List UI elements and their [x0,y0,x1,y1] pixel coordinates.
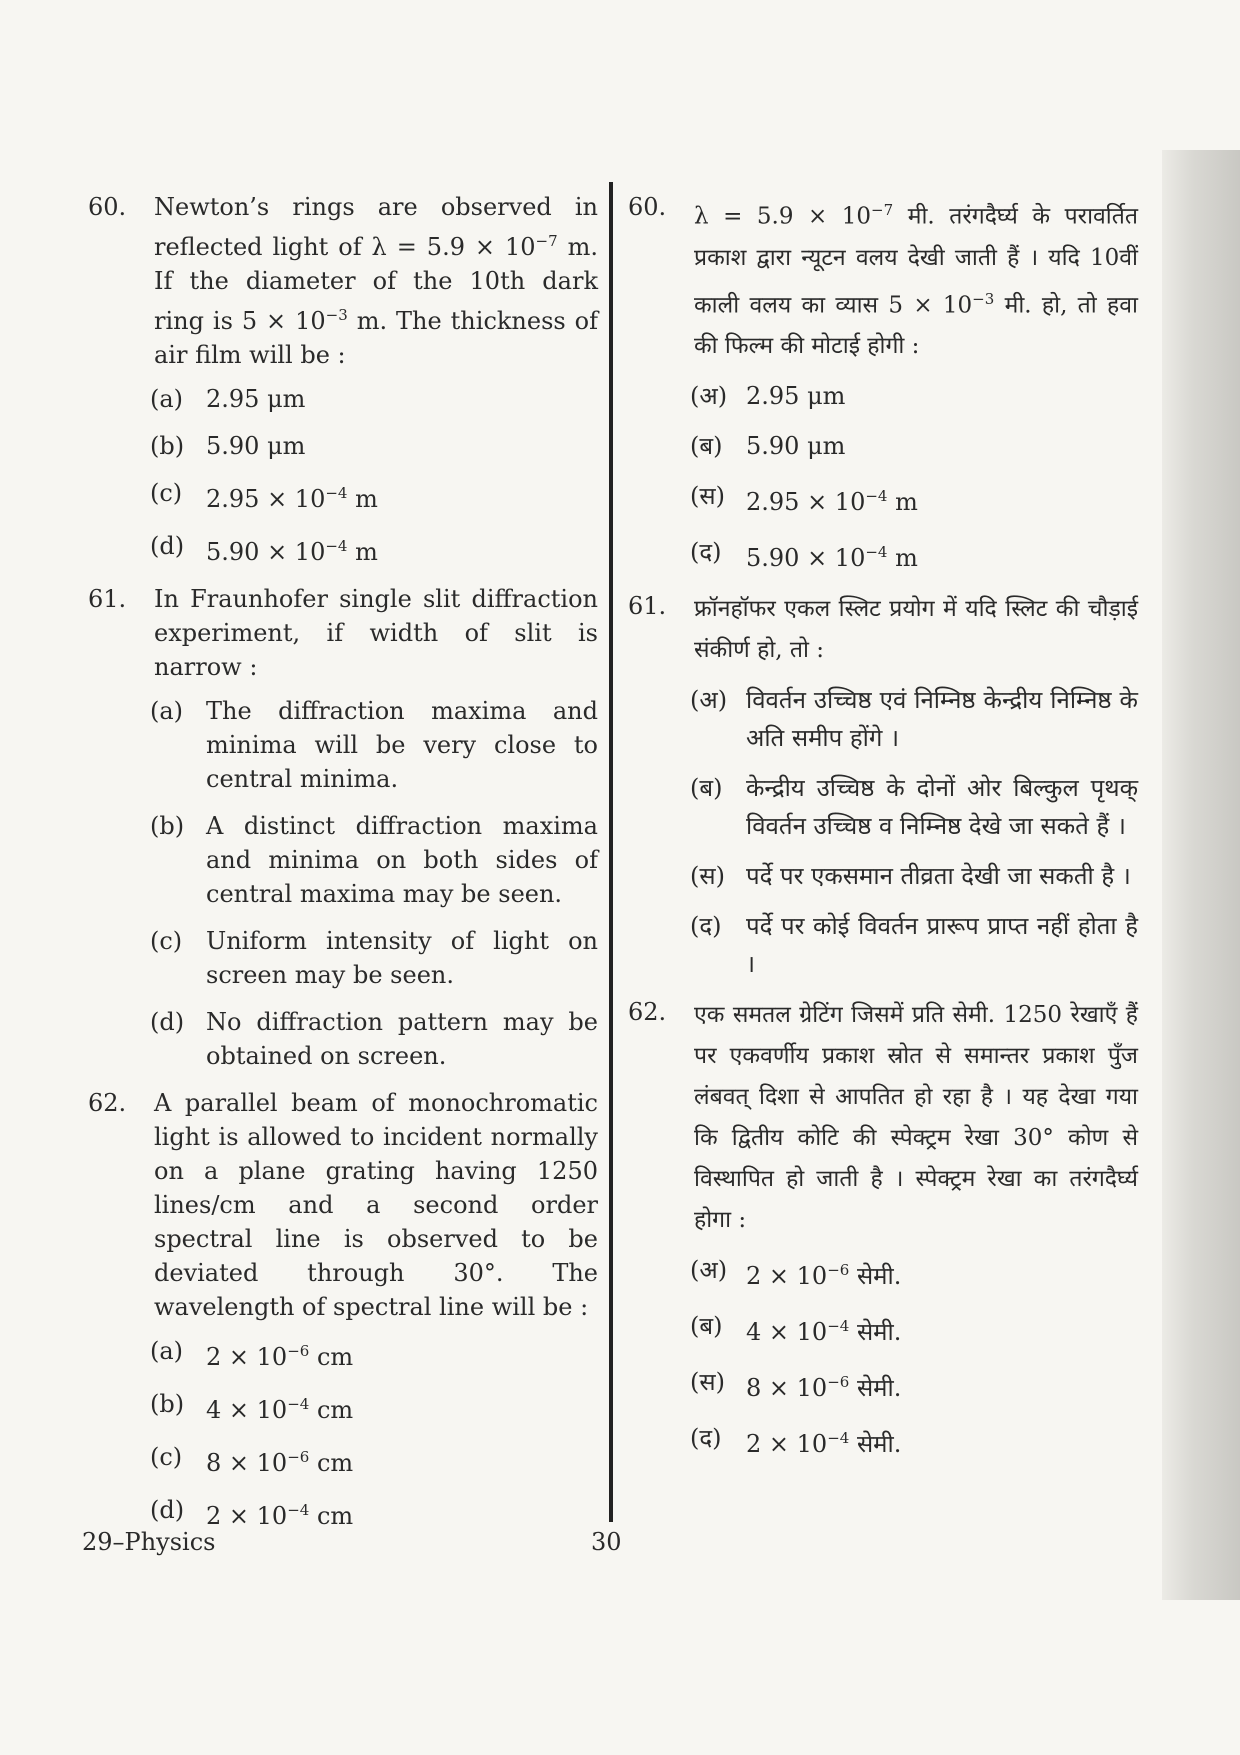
subject-code: 29–Physics [82,1528,216,1556]
option-a: (अ) 2.95 μm [690,382,846,411]
page-number: 30 [591,1528,622,1556]
option-b: (b) A distinct diffraction maxima and minima on both sides of central maxima may be seen. [150,812,598,908]
option-d: (d) No diffraction pattern may be obtained on screen. [150,1008,598,1070]
options-list [690,681,1138,983]
option-c: (c) $8 \times 10^{-6}$ cm [150,1443,354,1477]
left-column-english [88,190,598,1546]
option-a: (a) $2 \times 10^{-6}$ cm [150,1337,354,1371]
option-c: (c) Uniform intensity of light on screen may be seen. [150,927,598,989]
options-list [150,382,598,569]
options-list [690,1251,1138,1463]
options-list [690,377,1138,577]
option-d: (द) $2 \times 10^{-4}$ सेमी. [690,1424,902,1459]
option-c: (स) $8 \times 10^{-6}$ सेमी. [690,1368,902,1403]
option-c: (स) $2.95 \times 10^{-4}$ m [690,482,918,517]
question-62-hindi [628,995,1138,1463]
question-number: 62. [88,1089,127,1117]
option-a: (अ) विवर्तन उच्चिष्ठ एवं निम्निष्ठ केन्द्रीय निम्निष्ठ के अति समीप होंगे । [690,686,1138,753]
question-text: A parallel beam of monochromatic light is allowed to incident normally on a plane grating having 1250 lines/cm and a second order spectral line is observed to be deviated through 30°. The wavelength of spectral line will be : [154,1089,598,1321]
page-edge-shadow [1162,150,1240,1600]
option-c: (स) पर्दे पर एकसमान तीव्रता देखी जा सकती है । [690,862,1131,891]
option-b: (b) 5.90 μm [150,432,306,460]
question-number: 60. [628,193,667,221]
options-list [150,1334,598,1533]
question-60-hindi [628,190,1138,577]
question-text: फ्रॉनहॉफर एकल स्लिट प्रयोग में यदि स्लिट की चौड़ाई संकीर्ण हो, तो : [694,596,1138,664]
question-text: एक समतल ग्रेटिंग जिसमें प्रति सेमी. 1250 रेखाएँ हैं पर एकवर्णीय प्रकाश स्रोत से समान्तर प्रकाश पुँज लंबवत् दिशा से आपतित हो रहा है । यह देखा गया कि द्वितीय कोटि की स्पेक्ट्रम रेखा 30° कोण से विस्थापित हो जाती है । स्पेक्ट्रम रेखा का तरंगदैर्घ्य होगा : [694,1002,1138,1234]
column-divider [609,182,613,1522]
right-column-hindi [628,190,1138,1475]
question-number: 62. [628,998,667,1027]
option-c: (c) $2.95 \times 10^{-4}$ m [150,479,378,513]
question-text: Newton’s rings are observed in reflected light of $\lambda = 5.9 \times 10^{-7}$ m. If the diameter of the 10th dark ring is $5 \times 10^{-3}$ m. The thickness of air film will be : [154,193,598,369]
question-text: $\lambda = 5.9 \times 10^{-7}$ मी. तरंगदैर्घ्य के परावर्तित प्रकाश द्वारा न्यूटन वलय देखी जाती हैं । यदि 10वीं काली वलय का व्यास $5 \times 10^{-3}$ मी. हो, तो हवा की फिल्म की मोटाई होगी : [694,201,1139,360]
option-d: (द) $5.90 \times 10^{-4}$ m [690,538,918,573]
option-b: (ब) 5.90 μm [690,432,846,461]
option-d: (d) $5.90 \times 10^{-4}$ m [150,532,378,566]
option-b: (ब) केन्द्रीय उच्चिष्ठ के दोनों ओर बिल्कुल पृथक् विवर्तन उच्चिष्ठ व निम्निष्ठ देखे जा सकते हैं । [690,774,1138,841]
option-a: (a) The diffraction maxima and minima will be very close to central minima. [150,697,598,793]
option-d: (द) पर्दे पर कोई विवर्तन प्रारूप प्राप्त नहीं होता है । [690,912,1138,979]
option-a: (अ) $2 \times 10^{-6}$ सेमी. [690,1256,902,1291]
question-60 [88,190,598,569]
option-d: (d) $2 \times 10^{-4}$ cm [150,1496,354,1530]
option-b: (b) $4 \times 10^{-4}$ cm [150,1390,354,1424]
question-62 [88,1086,598,1533]
question-number: 60. [88,193,127,221]
question-number: 61. [628,592,667,621]
question-number: 61. [88,585,127,613]
question-61-hindi [628,589,1138,983]
question-61 [88,582,598,1073]
option-a: (a) 2.95 μm [150,385,306,413]
question-text: In Fraunhofer single slit diffraction experiment, if width of slit is narrow : [154,585,598,681]
options-list [150,694,598,1073]
option-b: (ब) $4 \times 10^{-4}$ सेमी. [690,1312,902,1347]
